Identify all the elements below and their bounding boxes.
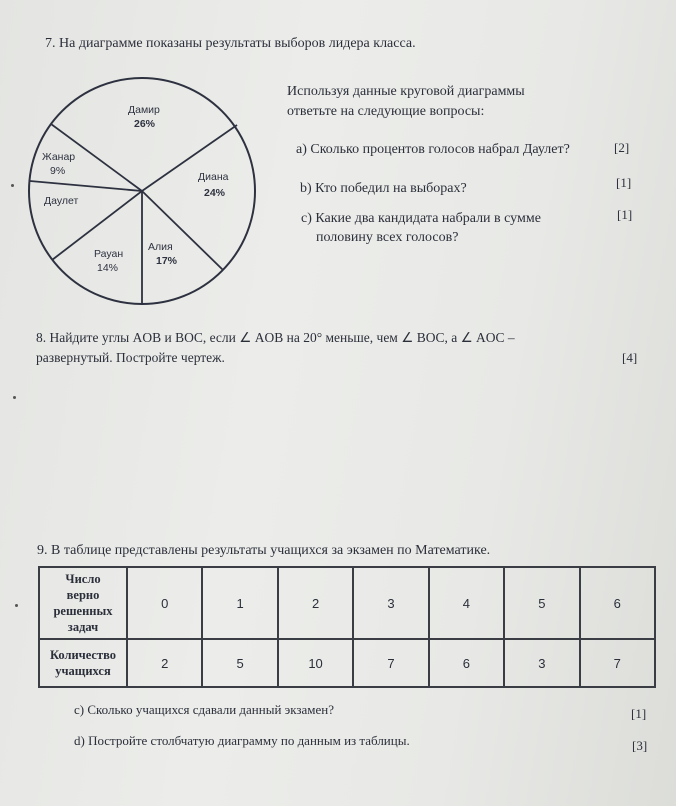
- pie-label-rauan: Рауан: [94, 248, 124, 260]
- table-row-tasks: [39, 567, 655, 639]
- pie-label-aliya: Алия: [148, 241, 173, 253]
- table-row-students: [39, 639, 655, 687]
- table-cell: 3: [353, 567, 428, 639]
- table-cell: 2: [127, 639, 202, 687]
- pie-value-diana: 24%: [204, 187, 226, 199]
- table-cell: 3: [504, 639, 579, 687]
- pie-value-damir: 26%: [134, 118, 156, 130]
- results-table: [38, 566, 656, 688]
- table-header-line: задач: [67, 620, 99, 634]
- page-mark: [11, 184, 14, 187]
- table-cell: 5: [504, 567, 579, 639]
- table-cell: 7: [580, 639, 655, 687]
- table-header-line: Количество: [49, 648, 117, 662]
- q7-question-b-points: [1]: [616, 175, 632, 190]
- q7-intro-line2: ответьте на следующие вопросы:: [287, 104, 485, 119]
- table-cell: 4: [429, 567, 504, 639]
- q7-question-c-line1: c) Какие два кандидата набрали в сумме: [301, 211, 541, 226]
- pie-value-aliya: 17%: [156, 255, 178, 267]
- table-cell: 6: [580, 567, 655, 639]
- q9-question-d: d) Постройте столбчатую диаграмму по данным из таблицы.: [74, 733, 410, 748]
- table-header-line: верно: [66, 588, 100, 602]
- table-cell: 5: [202, 639, 277, 687]
- pie-label-zhanar: Жанар: [42, 151, 76, 163]
- q7-intro-line1: Используя данные круговой диаграммы: [287, 84, 525, 99]
- pie-label-damir: Дамир: [128, 104, 160, 116]
- table-cell: 1: [202, 567, 277, 639]
- pie-value-zhanar: 9%: [50, 165, 66, 177]
- q8-text-line2: развернутый. Постройте чертеж.: [36, 350, 225, 365]
- pie-label-diana: Диана: [198, 171, 229, 183]
- q7-question-a-points: [2]: [614, 140, 630, 155]
- table-cell: 2: [278, 567, 353, 639]
- q8-text-line1: 8. Найдите углы AOB и BOC, если ∠ AOB на 20° меньше, чем ∠ BOC, а ∠ AOC –: [36, 330, 515, 345]
- q7-question-c-line2: половину всех голосов?: [316, 230, 459, 245]
- q8-points: [4]: [622, 350, 638, 365]
- pie-label-daulet: Даулет: [44, 195, 79, 207]
- pie-value-rauan: 14%: [97, 262, 119, 274]
- table-header-line: Число: [65, 572, 101, 586]
- q7-title: 7. На диаграмме показаны результаты выборов лидера класса.: [45, 36, 416, 51]
- q7-question-a: a) Сколько процентов голосов набрал Даулет?: [296, 142, 570, 157]
- table-header-line: учащихся: [55, 664, 111, 678]
- q9-question-d-points: [3]: [632, 738, 648, 753]
- q7-question-c-points: [1]: [617, 207, 633, 222]
- table-cell: 10: [278, 639, 353, 687]
- table-header-tasks: [39, 567, 127, 639]
- q9-question-c: c) Сколько учащихся сдавали данный экзамен?: [74, 702, 335, 717]
- pie-divider-dau-jan: [30, 181, 142, 191]
- table-cell: 6: [429, 639, 504, 687]
- q9-question-c-points: [1]: [631, 706, 647, 721]
- pie-divider-dia-ali: [142, 191, 223, 270]
- q9-title: 9. В таблице представлены результаты учащихся за экзамен по Математике.: [37, 543, 491, 558]
- page-mark: [15, 604, 18, 607]
- table-cell: 7: [353, 639, 428, 687]
- pie-chart: [24, 73, 264, 313]
- table-header-students: [39, 639, 127, 687]
- page-mark: [13, 396, 16, 399]
- table-cell: 0: [127, 567, 202, 639]
- q7-question-b: b) Кто победил на выборах?: [300, 181, 467, 196]
- table-header-line: решенных: [53, 604, 113, 618]
